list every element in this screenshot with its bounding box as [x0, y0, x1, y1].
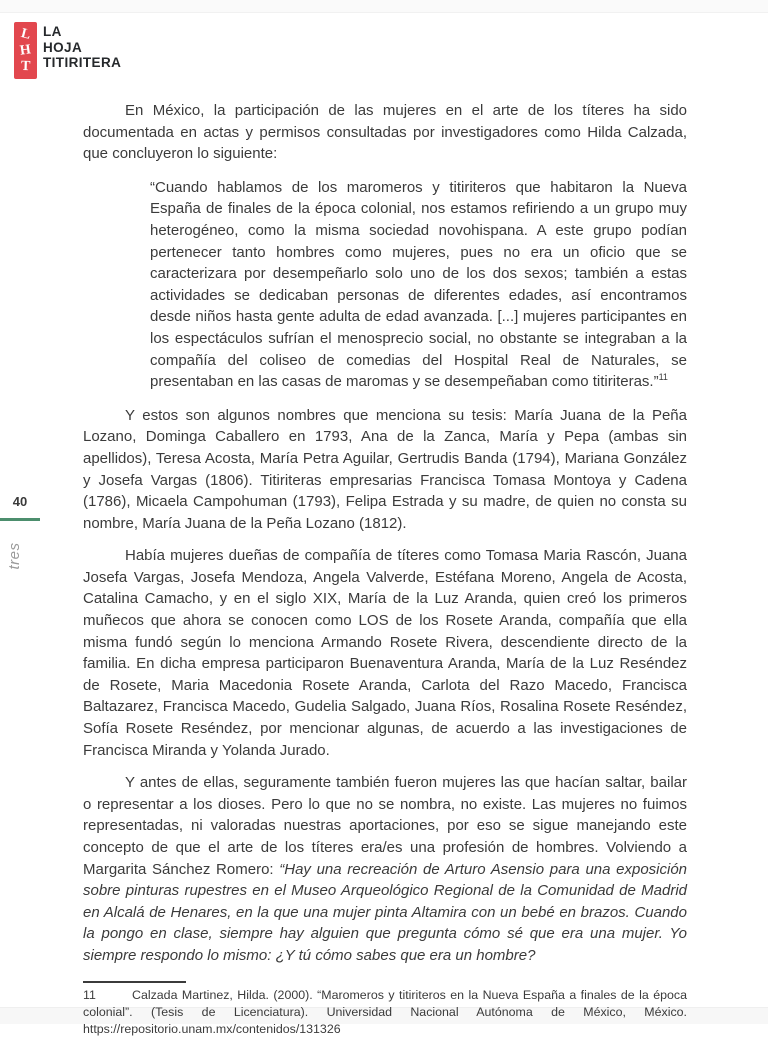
footnote-separator — [83, 981, 186, 983]
logo-wordmark — [43, 22, 121, 71]
logo-wordmark-line: HOJA — [43, 39, 83, 55]
logo — [14, 22, 121, 79]
logo-letter: T — [20, 58, 31, 74]
paragraph-closing-quote: “Hay una recreación de Arturo Asensio para una exposición sobre pinturas rupestres en el Museo Arqueológico Regional de la Comunidad de Madrid en Alcalá de Henares, en la que una mujer pinta Altamira con un bebé en brazos. Cuando la pongo en clase, siempre hay alguien que pregunta cómo sé que era una mujer. Yo siempre respondo lo mismo: ¿Y tú cómo sabes que era un hombre? — [83, 860, 688, 964]
paragraph-closing — [83, 772, 687, 966]
footnote-reference: 11 — [658, 372, 668, 383]
logo-letter: L — [19, 25, 32, 43]
paragraph-companies: Había mujeres dueñas de compañía de títeres como Tomasa Maria Rascón, Juana Josefa Vargas, Josefa Mendoza, Angela Valverde, Estéfana Moreno, Angela de Acosta, Catalina Camacho, y en el siglo XIX, María de la Luz Aranda, quien creó los primeros muñecos que ahora se conocen como LOS de los Rosete Aranda, compañía que ella misma fundó según lo menciona Armando Rosete Rivera, descendiente directo de la familia. En dicha empresa participaron Buenaventura Aranda, María de la Luz Reséndez de Rosete, Maria Macedonia Rosete Aranda, Carlota del Razo Macedo, Francisca Baltazarez, Francisca Macedo, Gudelia Salgado, Juana Ríos, Rosalina Rosete Reséndez, Sofía Rosete Reséndez, por mencionar algunas, de acuerdo a las investigaciones de Francisca Miranda y Yolanda Jurado. — [83, 547, 687, 759]
blockquote-text: “Cuando hablamos de los maromeros y titiriteros que habitaron la Nueva España de finales de la época colonial, nos estamos refiriendo a un grupo muy heterogéneo, como la misma sociedad novohispana. A este grupo podían pertenecer tanto hombres como mujeres, pues no era un oficio que se caracterizara por desempeñarlo solo uno de los dos sexos; también a estas actividades se dedicaban personas de diferentes edades, así encontramos desde niños hasta gente adulta de edad avanzada. [...] mujeres participantes en los espectáculos sufrían el menosprecio social, no obstante se integraban a la compañía del coliseo de comedias del Hospital Real de Naturales, se presentaban en las casas de maromas y se desempeñaban como titiriteras.” — [150, 178, 687, 391]
logo-letter: H — [18, 41, 32, 59]
page-top-band — [0, 0, 768, 13]
paragraph-intro: En México, la participación de las mujeres en el arte de los títeres ha sido documentada en actas y permisos consultadas por investigadores como Hilda Calzada, que concluyeron lo siguiente: — [83, 102, 687, 163]
section-label: tres — [6, 542, 23, 570]
logo-monogram-icon — [14, 22, 37, 79]
logo-wordmark-line: LA — [43, 24, 62, 39]
page-number: 40 — [12, 494, 28, 509]
footnote-marker: 11 — [83, 987, 96, 1002]
paragraph-names: Y estos son algunos nombres que menciona su tesis: María Juana de la Peña Lozano, Dominga Caballero en 1793, Ana de la Zanca, María y Pepa (ambas sin apellidos), Teresa Acosta, María Petra Aguilar, Gertrudis Banda (1794), Mariana González y Josefa Vargas (1806). Titiriteras empresarias Francisca Tomasa Montoya y Cadena (1786), Micaela Campohuman (1793), Felipa Estrada y su madre, de quien no consta su nombre, María Juana de la Peña Lozano (1812). — [83, 406, 687, 532]
footnote-text: Calzada Martinez, Hilda. (2000). “Maromeros y titiriteros en la Nueva España a finales de la época colonial”. (Tesis de Licenciatura). Universidad Nacional Autónoma de México, México. https://repositorio.unam.mx/contenidos/131326 — [83, 987, 687, 1036]
blockquote-calzada — [150, 177, 687, 393]
paragraph-closing-lead: Y antes de ellas, seguramente también fueron mujeres las que hacían saltar, bailar o representar a los dioses. Pero lo que no se nombra, no existe. Las mujeres no fuimos representadas, ni valoradas nuestras aportaciones, por eso se sigue manejando este concepto de que el arte de los títeres era/es una profesión de hombres. Volviendo a Margarita Sánchez Romero: — [83, 774, 687, 878]
footnote — [83, 987, 687, 1038]
section-rule — [0, 518, 40, 521]
article — [83, 100, 687, 1049]
logo-wordmark-line: TITIRITERA — [43, 55, 122, 70]
